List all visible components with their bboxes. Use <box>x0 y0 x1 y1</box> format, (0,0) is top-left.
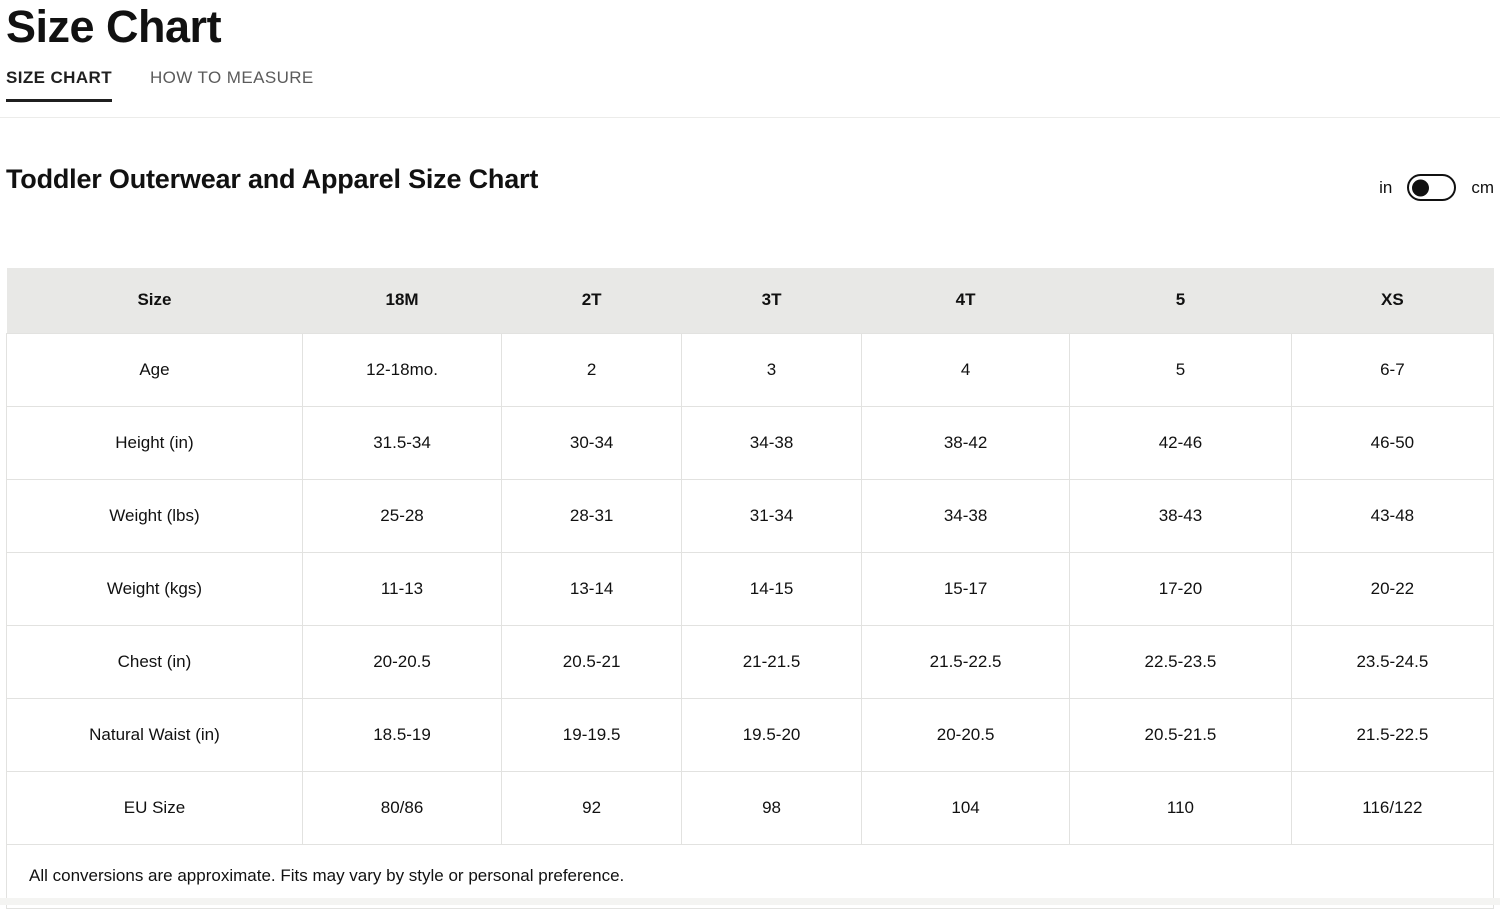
table-cell: 20.5-21.5 <box>1070 698 1292 771</box>
table-row <box>7 771 1494 844</box>
column-header: 18M <box>302 268 501 333</box>
section-title: Toddler Outerwear and Apparel Size Chart <box>6 164 539 195</box>
row-label: Age <box>7 333 303 406</box>
table-cell: 28-31 <box>502 479 682 552</box>
table-cell: 20-20.5 <box>862 698 1070 771</box>
row-label: Height (in) <box>7 406 303 479</box>
column-header: XS <box>1291 268 1493 333</box>
column-header: 2T <box>502 268 682 333</box>
table-cell: 98 <box>682 771 862 844</box>
table-cell: 31.5-34 <box>302 406 501 479</box>
table-cell: 104 <box>862 771 1070 844</box>
table-cell: 38-42 <box>862 406 1070 479</box>
table-cell: 46-50 <box>1291 406 1493 479</box>
table-cell: 15-17 <box>862 552 1070 625</box>
table-cell: 34-38 <box>862 479 1070 552</box>
row-label: Weight (kgs) <box>7 552 303 625</box>
table-cell: 13-14 <box>502 552 682 625</box>
column-header: Size <box>7 268 303 333</box>
table-cell: 116/122 <box>1291 771 1493 844</box>
column-header: 5 <box>1070 268 1292 333</box>
table-cell: 21.5-22.5 <box>862 625 1070 698</box>
table-cell: 38-43 <box>1070 479 1292 552</box>
table-cell: 20-22 <box>1291 552 1493 625</box>
toggle-knob-icon <box>1412 179 1429 196</box>
table-cell: 6-7 <box>1291 333 1493 406</box>
table-cell: 80/86 <box>302 771 501 844</box>
unit-toggle-switch[interactable] <box>1407 174 1456 201</box>
unit-toggle-group <box>1379 174 1494 201</box>
tab-divider <box>0 117 1500 118</box>
table-cell: 42-46 <box>1070 406 1292 479</box>
table-cell: 20.5-21 <box>502 625 682 698</box>
table-row <box>7 625 1494 698</box>
column-header: 3T <box>682 268 862 333</box>
table-row <box>7 698 1494 771</box>
table-row <box>7 333 1494 406</box>
bottom-strip <box>0 898 1500 905</box>
table-cell: 43-48 <box>1291 479 1493 552</box>
table-cell: 19.5-20 <box>682 698 862 771</box>
table-row <box>7 552 1494 625</box>
table-cell: 2 <box>502 333 682 406</box>
page-title: Size Chart <box>6 1 222 52</box>
unit-cm-label[interactable]: cm <box>1471 177 1494 197</box>
table-cell: 20-20.5 <box>302 625 501 698</box>
table-row <box>7 406 1494 479</box>
table-cell: 19-19.5 <box>502 698 682 771</box>
footnote-text: All conversions are approximate. Fits may vary by style or personal preference. <box>7 844 1494 908</box>
table-cell: 3 <box>682 333 862 406</box>
table-cell: 17-20 <box>1070 552 1292 625</box>
table-cell: 30-34 <box>502 406 682 479</box>
tab-bar <box>6 68 1494 102</box>
tab-how-to-measure[interactable]: HOW TO MEASURE <box>150 68 314 88</box>
table-cell: 21.5-22.5 <box>1291 698 1493 771</box>
table-cell: 21-21.5 <box>682 625 862 698</box>
row-label: Natural Waist (in) <box>7 698 303 771</box>
table-cell: 22.5-23.5 <box>1070 625 1292 698</box>
row-label: Weight (lbs) <box>7 479 303 552</box>
table-cell: 4 <box>862 333 1070 406</box>
table-row <box>7 479 1494 552</box>
table-cell: 110 <box>1070 771 1292 844</box>
table-cell: 14-15 <box>682 552 862 625</box>
section-header-row <box>6 158 1494 201</box>
size-chart-table <box>6 268 1494 909</box>
table-cell: 5 <box>1070 333 1292 406</box>
row-label: EU Size <box>7 771 303 844</box>
tab-size-chart[interactable]: SIZE CHART <box>6 68 112 102</box>
table-cell: 25-28 <box>302 479 501 552</box>
table-cell: 11-13 <box>302 552 501 625</box>
table-header-row <box>7 268 1494 333</box>
table-cell: 31-34 <box>682 479 862 552</box>
table-cell: 34-38 <box>682 406 862 479</box>
table-cell: 12-18mo. <box>302 333 501 406</box>
table-cell: 92 <box>502 771 682 844</box>
row-label: Chest (in) <box>7 625 303 698</box>
table-cell: 23.5-24.5 <box>1291 625 1493 698</box>
table-cell: 18.5-19 <box>302 698 501 771</box>
column-header: 4T <box>862 268 1070 333</box>
unit-in-label[interactable]: in <box>1379 177 1393 197</box>
